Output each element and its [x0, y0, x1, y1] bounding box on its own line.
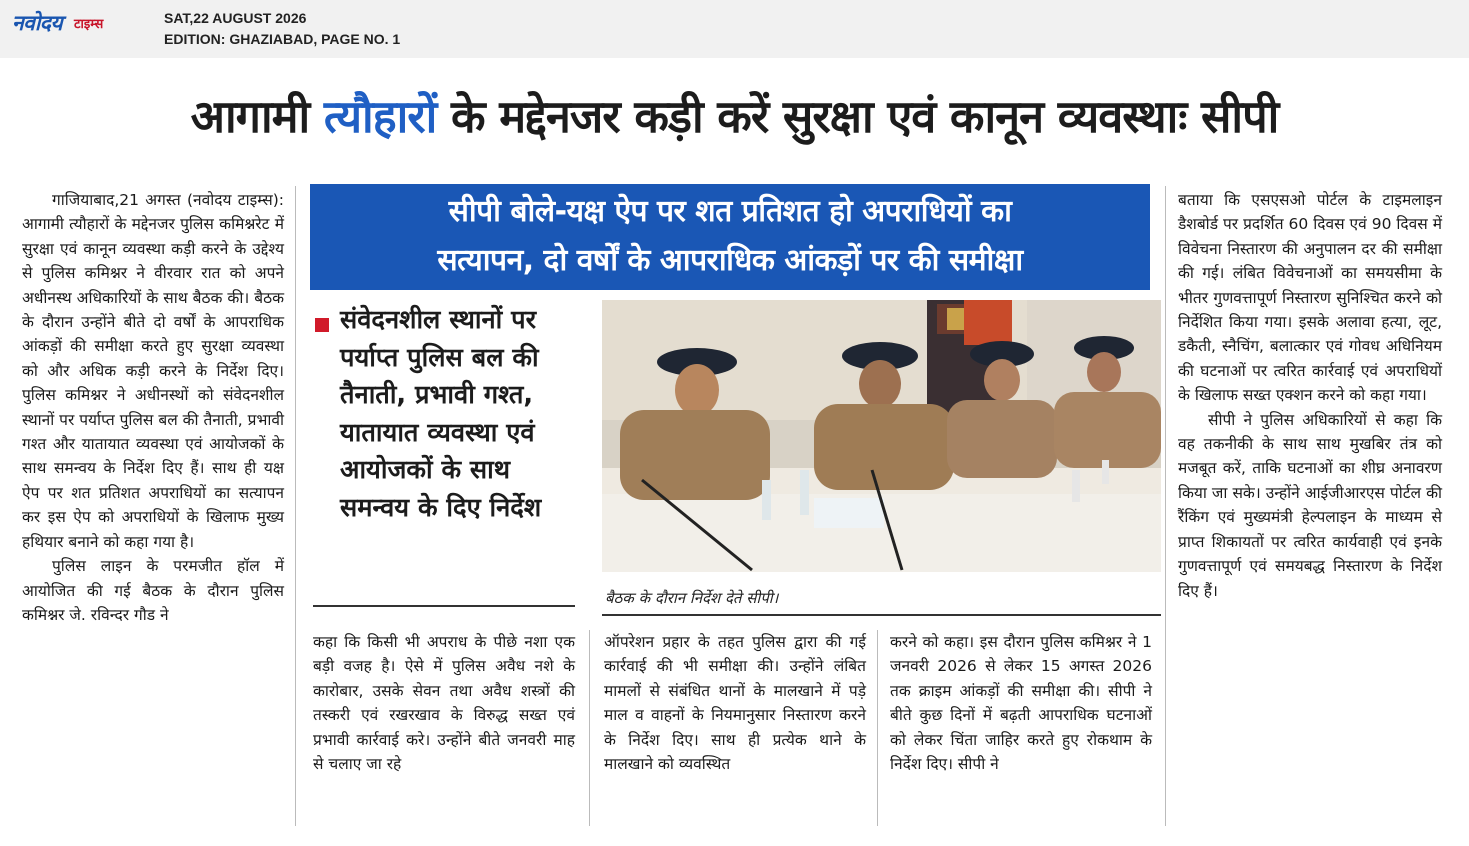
article-paragraph: सीपी ने पुलिस अधिकारियों से कहा कि वह तकनीकी के साथ साथ मुखबिर तंत्र को मजबूत करें, ताकि घटनाओं का शीघ्र अनावरण किया जा सके। उन्होंने आईजीआरएस पोर्टल की रैंकिंग एवं मुख्यमंत्री हेल्पलाइन के माध्यम से प्राप्त शिकायतों पर त्वरित कार्यवाही एवं इनके गुणवत्तापूर्ण एवं समयबद्ध निस्तारण के निर्देश दिए हैं।: [1178, 410, 1442, 600]
photo-caption: बैठक के दौरान निर्देश देते सीपी।: [605, 589, 779, 607]
article-paragraph: ऑपरेशन प्रहार के तहत पुलिस द्वारा की गई कार्रवाई की भी समीक्षा की। उन्होंने लंबित मामलों से संबंधित थानों के मालखाने में पड़े माल व वाहनों के नियमानुसार निस्तारण करने के निर्देश दिए। साथ ही प्रत्येक थाने के मालखाने को व्यवस्थित: [604, 633, 866, 774]
logo-main-text: नवोदय: [12, 11, 63, 35]
subheadline-box: [310, 184, 1150, 290]
newspaper-logo[interactable]: [12, 8, 138, 42]
highlight-divider: [313, 605, 575, 607]
highlight-text: संवेदनशील स्थानों पर पर्याप्त पुलिस बल की तैनाती, प्रभावी गश्त, यातायात व्यवस्था एवं आयोजकों के साथ समन्वय के दिए निर्देश: [340, 305, 542, 523]
edition-date: SAT,22 AUGUST 2026: [164, 10, 307, 26]
article-paragraph: करने को कहा। इस दौरान पुलिस कमिश्नर ने 1 जनवरी 2026 से लेकर 15 अगस्त 2026 तक क्राइम आंकड़ों की समीक्षा की। सीपी ने बीते कुछ दिनों में बढ़ती आपराधिक घटनाओं को लेकर चिंता जाहिर करते हुए रोकथाम के निर्देश दिए। सीपी ने: [890, 633, 1152, 774]
column-divider: [295, 186, 296, 826]
meeting-photo[interactable]: [602, 300, 1161, 572]
headline-part2: के मद्देनजर कड़ी करें सुरक्षा एवं कानून व्यवस्थाः सीपी: [436, 90, 1279, 143]
subheadline-line2: सत्यापन, दो वर्षों के आपराधिक आंकड़ों पर की समीक्षा: [437, 243, 1023, 278]
highlight-box: [312, 302, 574, 527]
meeting-photo-illustration: [602, 300, 1161, 572]
red-square-bullet-icon: [315, 318, 329, 332]
subheadline-line1: सीपी बोले-यक्ष ऐप पर शत प्रतिशत हो अपराधियों का: [448, 194, 1012, 229]
article-paragraph: कहा कि किसी भी अपराध के पीछे नशा एक बड़ी वजह है। ऐसे में पुलिस अवैध नशे के कारोबार, उसके सेवन तथा अवैध शस्त्रों की तस्करी एवं रखरखाव के विरुद्ध सख्त एवं प्रभावी कार्रवाई करे। उन्होंने बीते जनवरी माह से चलाए जा रहे: [313, 633, 575, 774]
column-divider: [877, 630, 878, 826]
article-column-1: [22, 188, 284, 627]
article-paragraph: बताया कि एसएसओ पोर्टल के टाइमलाइन डैशबोर्ड पर प्रदर्शित 60 दिवस एवं 90 दिवस में विवेचना निस्तारण की अनुपालन दर की समीक्षा की गई। लंबित विवेचनाओं का समयसीमा के भीतर गुणवत्तापूर्ण निस्तारण सुनिश्चित करने को निर्देशित किया गया। इसके अलावा हत्या, लूट, डकैती, स्नैचिंग, बलात्कार एवं गोवध अधिनियम की घटनाओं पर त्वरित कार्रवाई एवं अपराधियों के खिलाफ सख्त एक्शन करने को कहा गया।: [1178, 191, 1442, 405]
headline-part1: आगामी: [190, 90, 324, 143]
article-column-3: [604, 630, 866, 776]
article-paragraph: गाजियाबाद,21 अगस्त (नवोदय टाइम्स): आगामी त्यौहारों के मद्देनजर पुलिस कमिश्नरेट में सुरक्षा एवं कानून व्यवस्था कड़ी करने के उद्देश्य से पुलिस कमिश्नर ने वीरवार रात को अपने अधीनस्थ अधिकारियों के साथ बैठक की। बैठक के दौरान उन्होंने बीते दो वर्षों के आपराधिक आंकड़ों की समीक्षा करते हुए सुरक्षा व्यवस्था को और अधिक कड़ी करने के निर्देश दिए। पुलिस कमिश्नर ने अधीनस्थों को संवेदनशील स्थानों पर पर्याप्त पुलिस बल की तैनाती, प्रभावी गश्त और यातायात व्यवस्था एवं आयोजकों के साथ समन्वय के निर्देश दिए हैं। साथ ही यक्ष ऐप पर शत प्रतिशत अपराधियों का सत्यापन कर इस ऐप को अपराधियों के खिलाफ मुख्य हथियार बनाने को कहा गया है।: [22, 191, 284, 551]
article-paragraph: पुलिस लाइन के परमजीत हॉल में आयोजित की गई बैठक के दौरान पुलिस कमिश्नर जे. रविन्दर गौड ने: [22, 557, 284, 624]
main-headline: [0, 82, 1469, 152]
caption-divider: [602, 614, 1161, 616]
column-divider: [589, 630, 590, 826]
edition-info: [164, 8, 400, 50]
article-column-4: [890, 630, 1152, 776]
article-column-2: [313, 630, 575, 776]
edition-name: EDITION: GHAZIABAD, PAGE NO. 1: [164, 31, 401, 47]
article-column-5: [1178, 188, 1442, 603]
logo-sub-text: टाइम्स: [74, 17, 104, 32]
masthead-bar: [0, 0, 1469, 58]
headline-highlight: त्यौहारों: [323, 90, 437, 143]
column-divider: [1165, 186, 1166, 826]
